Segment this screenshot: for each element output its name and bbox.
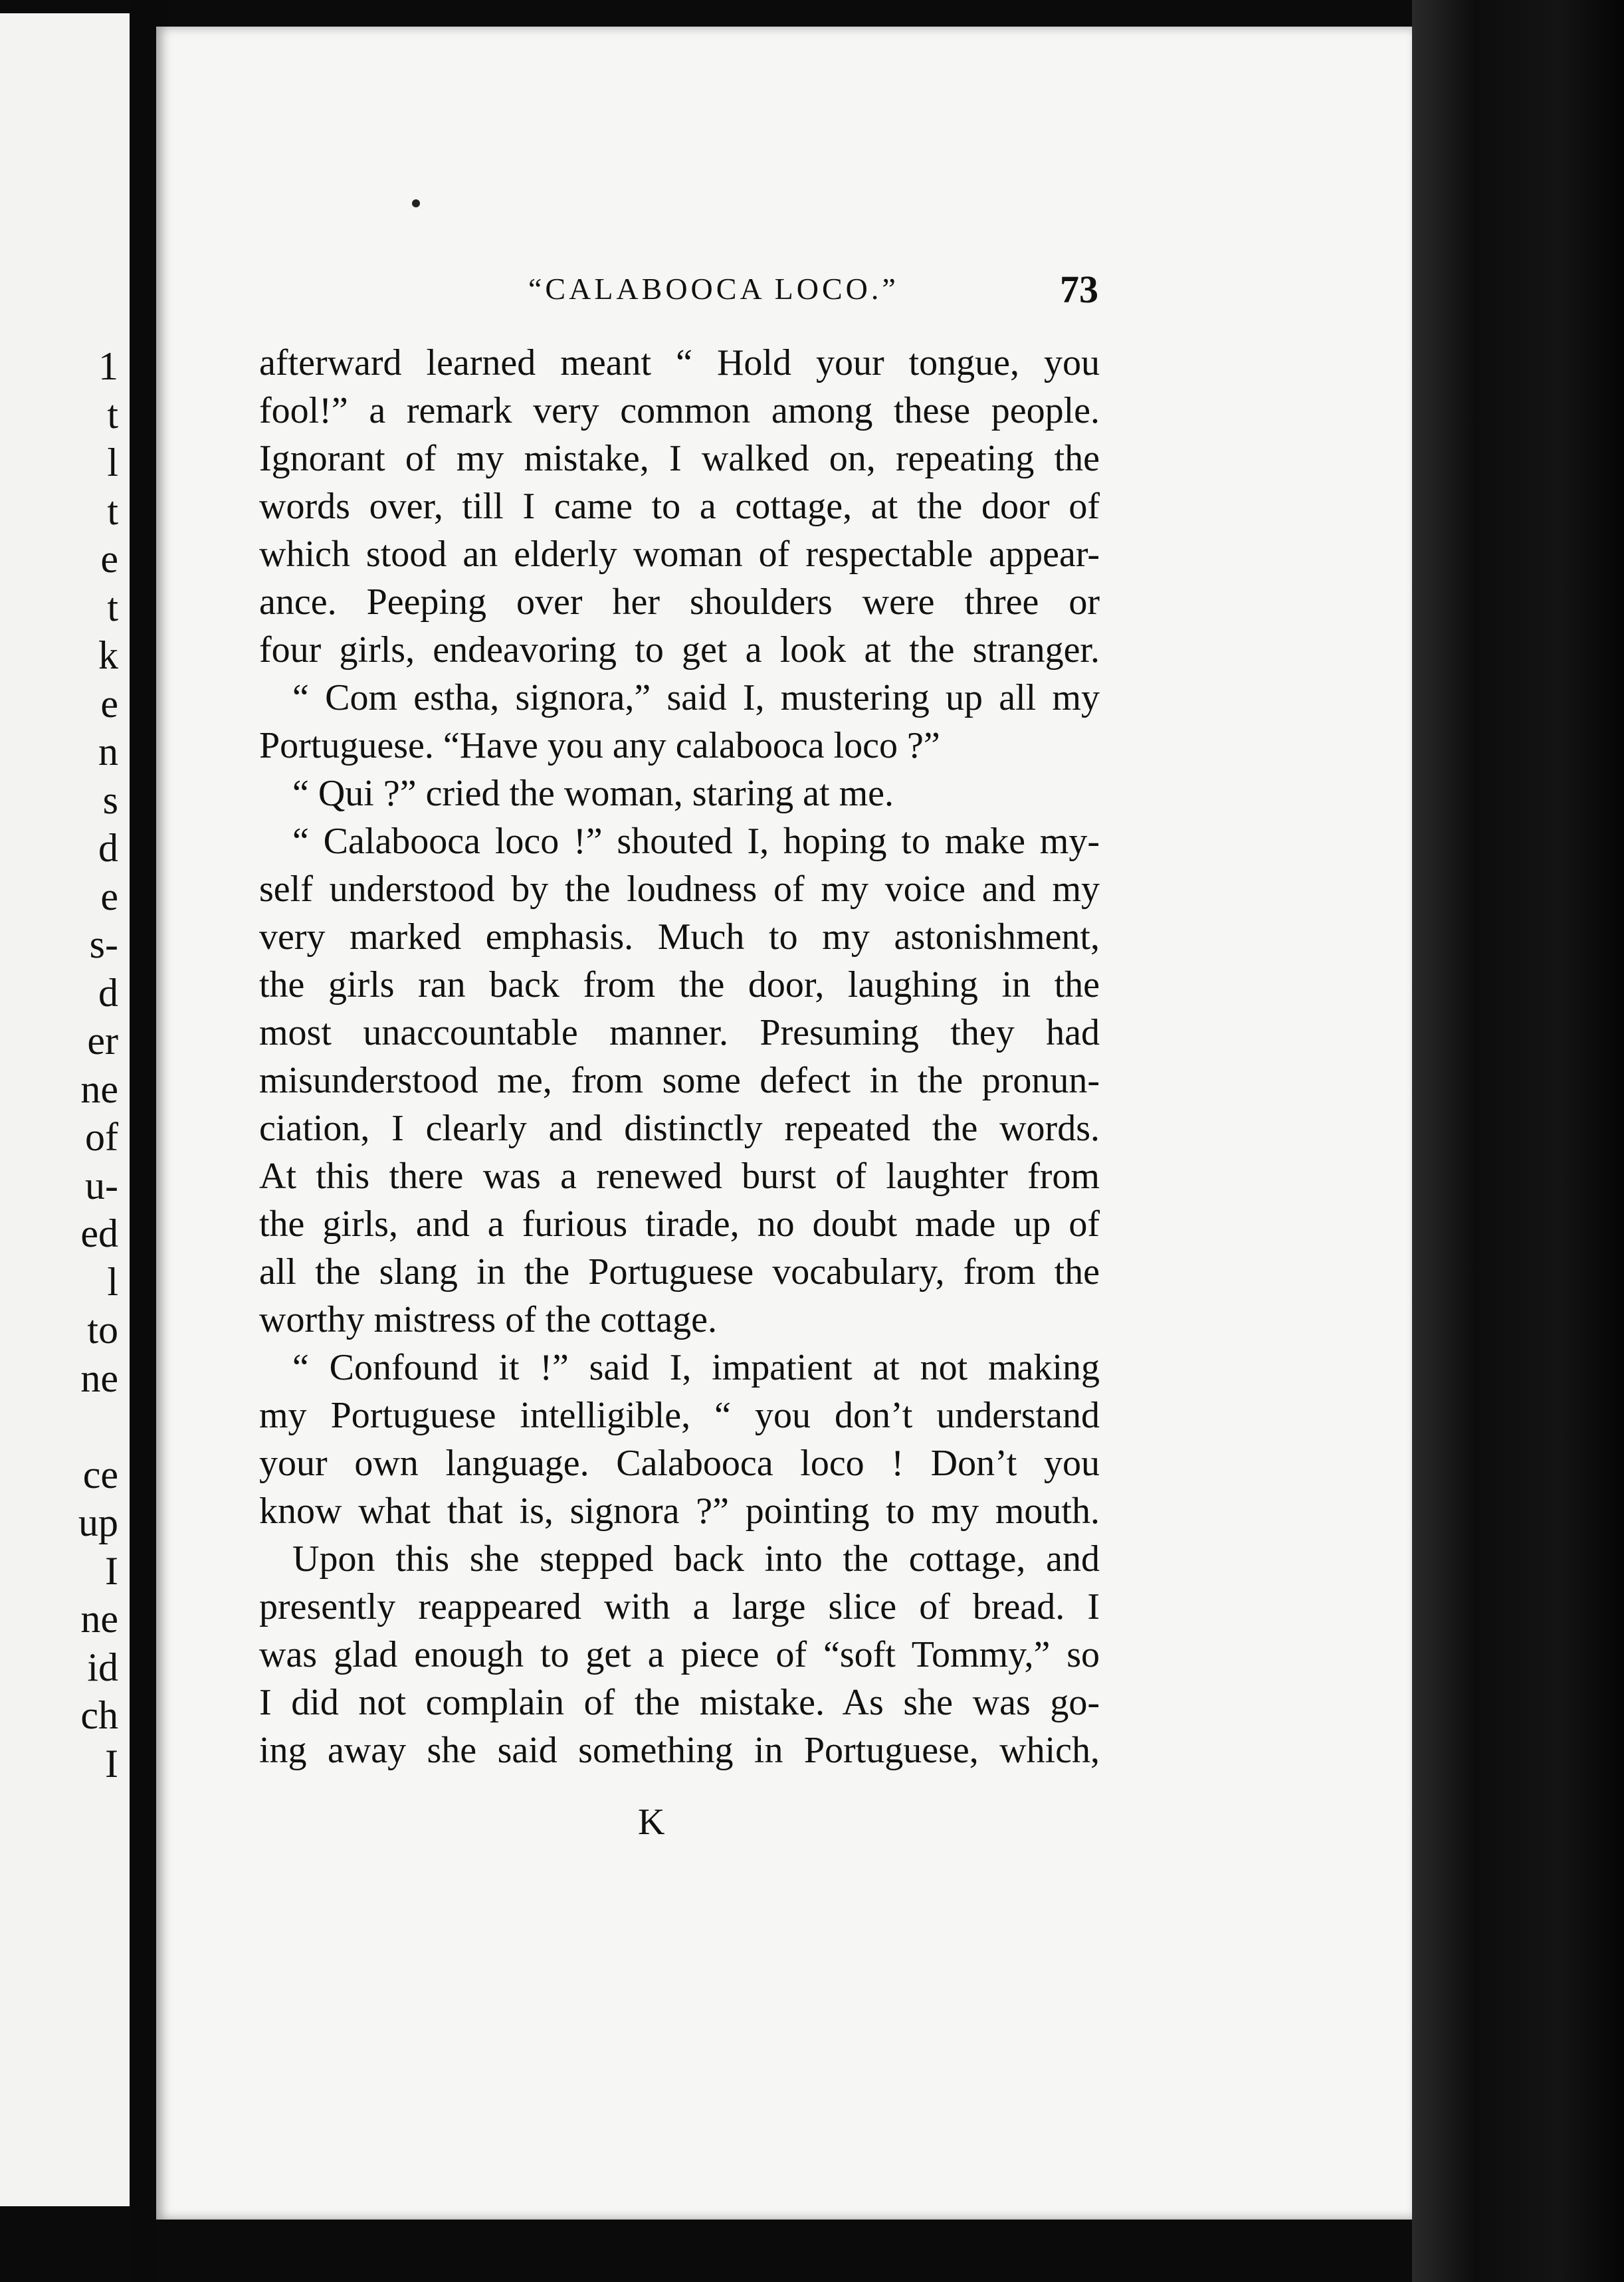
left-fragment: ce xyxy=(82,1452,118,1497)
left-fragment: ne xyxy=(80,1356,118,1400)
text-line: “ Qui ?” cried the woman, staring at me. xyxy=(292,773,894,814)
text-line: worthy mistress of the cottage. xyxy=(259,1299,717,1340)
left-fragment: e xyxy=(100,681,118,726)
text-line: “ Com estha, signora,” said I, mustering up all my xyxy=(292,677,1100,718)
left-fragment: u- xyxy=(85,1163,118,1207)
left-fragment: I xyxy=(105,1741,118,1786)
text-line: Ignorant of my mistake, I walked on, repeating the xyxy=(259,438,1100,479)
body-text xyxy=(259,339,1100,1774)
left-fragment: n xyxy=(98,730,118,774)
left-fragment: I xyxy=(105,1548,118,1593)
signature-mark: K xyxy=(638,1802,665,1843)
left-fragment: ed xyxy=(80,1211,118,1255)
text-line: Portuguese. “Have you any calabooca loco ?” xyxy=(259,725,940,766)
left-fragment xyxy=(0,1402,126,1451)
left-fragment: t xyxy=(107,585,118,629)
text-line: fool!” a remark very common among these people. xyxy=(259,390,1100,431)
left-fragment: up xyxy=(78,1501,118,1544)
text-line: I did not complain of the mistake. As she was go- xyxy=(259,1682,1100,1723)
text-line: “ Calabooca loco !” shouted I, hoping to make my- xyxy=(292,821,1100,862)
text-line: afterward learned meant “ Hold your tongue, you xyxy=(259,342,1100,383)
left-page-edge xyxy=(0,13,135,2206)
text-line: Upon this she stepped back into the cottage, and xyxy=(292,1538,1100,1580)
left-fragment: to xyxy=(87,1308,118,1352)
text-line: which stood an elderly woman of respectable appear- xyxy=(259,534,1100,575)
left-fragment: e xyxy=(100,537,118,581)
left-page-fragments xyxy=(0,342,126,1788)
text-line: “ Confound it !” said I, impatient at not making xyxy=(292,1347,1100,1388)
left-fragment: d xyxy=(98,970,118,1015)
left-fragment: of xyxy=(85,1115,118,1159)
left-fragment: er xyxy=(87,1019,118,1063)
left-fragment: k xyxy=(98,633,118,677)
page-number: 73 xyxy=(1060,268,1098,311)
left-fragment: s xyxy=(102,778,118,822)
text-line: the girls, and a furious tirade, no doubt made up of xyxy=(259,1203,1100,1245)
left-fragment: ne xyxy=(80,1597,118,1641)
right-page-edge xyxy=(1412,0,1624,2282)
text-line: very marked emphasis. Much to my astonishment, xyxy=(259,916,1100,958)
text-line: self understood by the loudness of my voice and my xyxy=(259,869,1100,910)
text-line: most unaccountable manner. Presuming they had xyxy=(259,1012,1100,1053)
running-head: “CALABOOCA LOCO.” xyxy=(528,272,899,306)
text-line: my Portuguese intelligible, “ you don’t understand xyxy=(259,1395,1100,1436)
left-fragment: id xyxy=(87,1645,118,1689)
left-fragment: 1 xyxy=(98,344,118,388)
text-line: ciation, I clearly and distinctly repeated the words. xyxy=(259,1108,1100,1149)
text-line: ance. Peeping over her shoulders were three or xyxy=(259,581,1100,623)
text-line: the girls ran back from the door, laughing in the xyxy=(259,964,1100,1005)
text-line: your own language. Calabooca loco ! Don’t you xyxy=(259,1443,1100,1484)
text-line: words over, till I came to a cottage, at the door of xyxy=(259,486,1100,527)
left-fragment: l xyxy=(107,1259,118,1304)
text-line: all the slang in the Portuguese vocabulary, from the xyxy=(259,1251,1100,1293)
bottom-page-edge xyxy=(156,2220,1412,2282)
left-fragment: d xyxy=(98,826,118,870)
text-line: know what that is, signora ?” pointing to my mouth. xyxy=(259,1491,1100,1532)
left-fragment: s- xyxy=(89,922,118,966)
text-line: was glad enough to get a piece of “soft Tommy,” so xyxy=(259,1634,1100,1675)
ink-speck xyxy=(412,199,420,207)
text-line: misunderstood me, from some defect in the pronun- xyxy=(259,1060,1100,1101)
left-fragment: ch xyxy=(80,1693,118,1737)
text-line: presently reappeared with a large slice of bread. I xyxy=(259,1586,1100,1627)
left-fragment: t xyxy=(107,392,118,437)
left-fragment: ne xyxy=(80,1067,118,1111)
text-line: At this there was a renewed burst of laughter from xyxy=(259,1156,1100,1197)
text-line: four girls, endeavoring to get a look at the stranger. xyxy=(259,629,1100,671)
left-fragment: l xyxy=(107,441,118,484)
left-fragment: t xyxy=(107,488,118,533)
text-line: ing away she said something in Portuguese, which, xyxy=(259,1730,1100,1771)
left-fragment: e xyxy=(100,874,118,918)
